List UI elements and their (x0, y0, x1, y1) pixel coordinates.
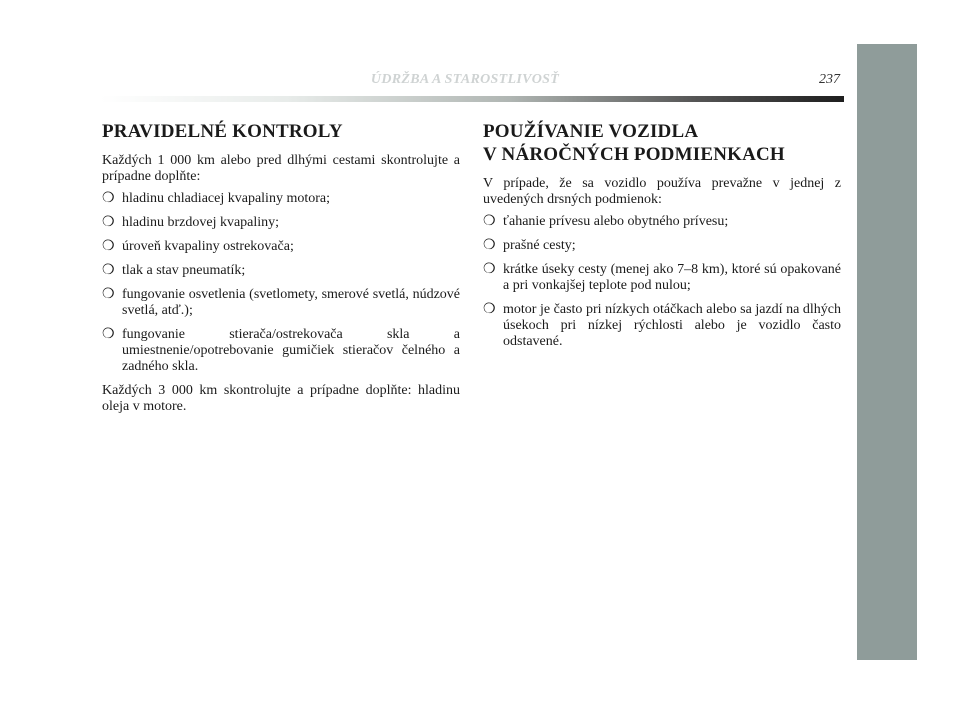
section-heading-regular-checks: PRAVIDELNÉ KONTROLY (102, 121, 343, 142)
list-item: ❍ úroveň kvapaliny ostrekovača; (102, 239, 294, 254)
bullet-icon: ❍ (483, 238, 496, 253)
regular-checks-outro: Každých 3 000 km skontrolujte a prípadne doplňte: hladinu oleja v motore. (102, 383, 460, 414)
list-item: ❍ hladinu chladiacej kvapaliny motora; (102, 191, 330, 206)
side-thumb-tab (857, 44, 917, 660)
list-item: ❍ fungovanie stierača/ostrekovača skla a umiestnenie/opotrebovanie gumičiek stieračov čelného a zadného skla. (102, 327, 460, 374)
heading-line-1: POUŽÍVANIE VOZIDLA (483, 121, 699, 142)
severe-conditions-intro: V prípade, že sa vozidlo používa prevažne v jednej z uvedených drsných podmienok: (483, 176, 841, 207)
left-column (102, 120, 460, 415)
bullet-icon: ❍ (102, 191, 115, 206)
bullet-icon: ❍ (483, 262, 496, 277)
list-item: ❍ fungovanie osvetlenia (svetlomety, smerové svetlá, núdzové svetlá, atď.); (102, 287, 460, 318)
list-item: ❍ motor je často pri nízkych otáčkach alebo sa jazdí na dlhých úsekoch pri nízkej rýchlosti alebo je vozidlo často odstavené. (483, 302, 841, 349)
severe-conditions-list (483, 214, 841, 350)
running-header-title: ÚDRŽBA A STAROSTLIVOSŤ (370, 72, 560, 87)
bullet-icon: ❍ (102, 327, 115, 342)
list-item: ❍ prašné cesty; (483, 238, 576, 253)
bullet-icon: ❍ (102, 263, 115, 278)
regular-checks-intro: Každých 1 000 km alebo pred dlhými cestami skontrolujte a prípadne doplňte: (102, 153, 460, 184)
page-number: 237 (819, 72, 840, 87)
bullet-icon: ❍ (483, 302, 496, 317)
bullet-icon: ❍ (102, 239, 115, 254)
bullet-icon: ❍ (483, 214, 496, 229)
bullet-icon: ❍ (102, 215, 115, 230)
list-item: ❍ hladinu brzdovej kvapaliny; (102, 215, 280, 230)
regular-checks-list (102, 191, 460, 375)
bullet-icon: ❍ (102, 287, 115, 302)
list-item: ❍ tlak a stav pneumatík; (102, 263, 246, 278)
heading-line-2: V NÁROČNÝCH PODMIENKACH (483, 144, 785, 165)
header-rule (100, 96, 844, 102)
list-item: ❍ krátke úseky cesty (menej ako 7–8 km), ktoré sú opakované a pri vonkajšej teplote pod nulou; (483, 262, 841, 293)
right-column (483, 120, 841, 358)
section-heading-severe-conditions (483, 120, 841, 166)
list-item: ❍ ťahanie prívesu alebo obytného prívesu; (483, 214, 729, 229)
